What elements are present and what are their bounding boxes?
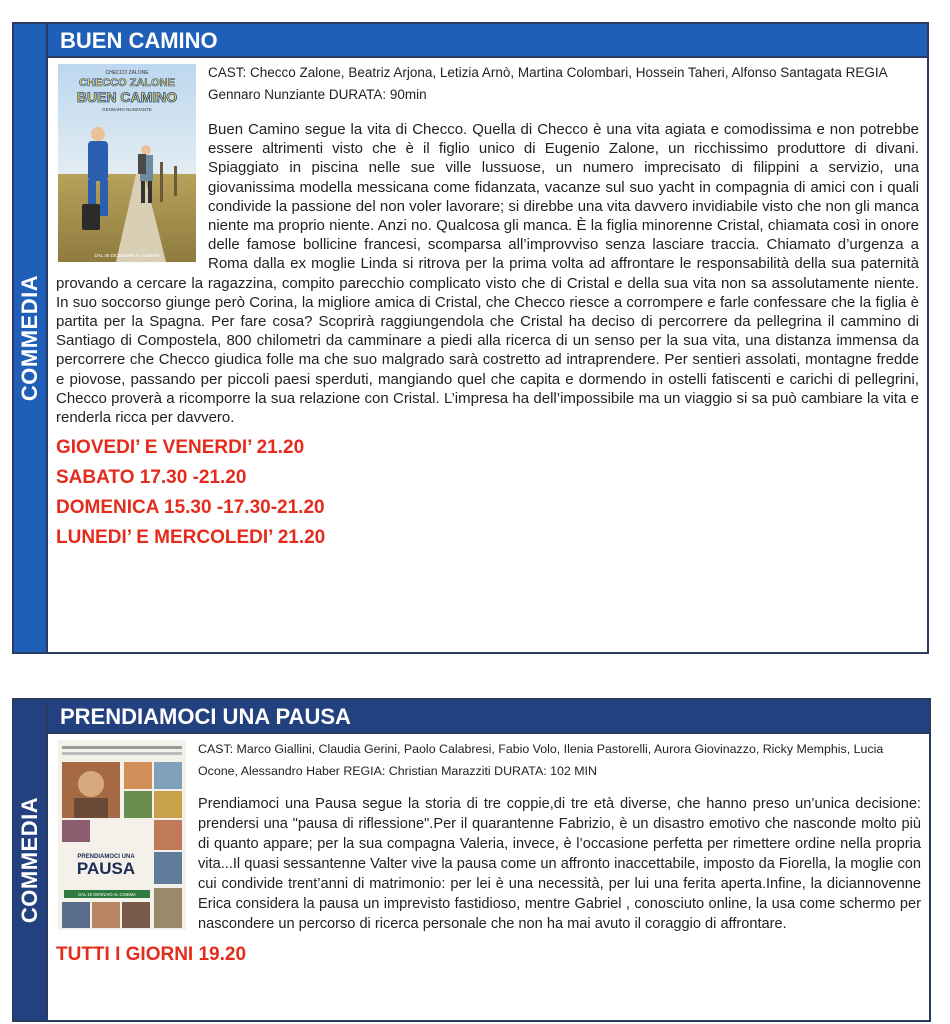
movie-details [48, 734, 929, 1020]
poster-title-line2: PAUSA [76, 859, 136, 878]
genre-label: COMMEDIA [17, 274, 42, 402]
poster-release: DAL 15 GENNAIO AL CINEMA [78, 892, 136, 897]
movie-card-prendiamoci-una-pausa [12, 698, 931, 1022]
movie-poster [58, 64, 196, 262]
cast-and-credits: CAST: Checco Zalone, Beatriz Arjona, Letizia Arnò, Martina Colombari, Hossein Taheri, Alfonso Santagata REGIA Gennaro Nunziante DURATA: 90min [208, 65, 887, 102]
genre-label: COMMEDIA [17, 796, 42, 924]
showtime: DOMENICA 15.30 -17.30-21.20 [56, 497, 325, 519]
movie-card-buen-camino [12, 22, 929, 654]
poster-release: DAL 25 DICEMBRE AL CINEMA [94, 253, 160, 258]
showtime: LUNEDI’ E MERCOLEDI’ 21.20 [56, 527, 326, 549]
movie-poster [58, 740, 186, 930]
showtimes [56, 433, 919, 553]
plot-synopsis: Prendiamoci una Pausa segue la storia di tre coppie,di tre età diverse, che hanno preso un’unica decisione: prendersi una "pausa di riflessione".Per il quarantenne Fabrizio, è un disastro emotivo che nasconde molto più di quanto appare; per la sua compagna Valeria, invece, è l’occasione perfetta per rimettere ordine nella propria vita...Il quasi sessantenne Valter vive la pausa come un affronto inaccettabile, imposto da Fiorella, la moglie con cui condivide trent’anni di matrimonio: per lei è una necessità, per lui una ferita aperta.Infine, la diciannovenne Erica considera la pausa un imprevisto fastidioso, mentre Gabriel , conosciuto online, la usa come schermo per nascondere un percorso di ricerca personale che non ha mai avuto il coraggio di affrontare. [198, 796, 921, 932]
showtime: SABATO 17.30 -21.20 [56, 467, 247, 489]
poster-director: GENNARO NUNZIANTE [102, 107, 152, 112]
showtime: GIOVEDI’ E VENERDI’ 21.20 [56, 437, 305, 459]
poster-title: BUEN CAMINO [76, 89, 178, 105]
movie-details [48, 58, 927, 652]
movie-title: BUEN CAMINO [48, 24, 927, 58]
poster-title-line1: PRENDIAMOCI UNA [77, 854, 135, 860]
plot-synopsis: Buen Camino segue la vita di Checco. Quella di Checco è una vita agiata e comodissima e non potrebbe essere altrimenti visto che è il figlio unico di Eugenio Zalone, un ricchissimo produttore di divani. Spiaggiato in piscina nelle sue ville lussuose, un numero imprecisato di filippini a servizio, una giovanissima modella messicana come fidanzata, vacanze sul suo yacht in compagnia di amici con i quali condivide la passione del non voler lavorare; si direbbe una vita davvero invidiabile visto che non gli manca niente ma proprio niente. Anzi no. Qualcosa gli manca. È la figlia minorenne Cristal, chiamata così in onore delle famose bollicine francesi, scomparsa all’improvviso senza lasciare traccia. Chiamato d’urgenza a Roma dalla ex moglie Linda si ritrova per la prima volta ad affrontare le responsabilità della sua paternità provando a cercare la ragazzina, compito parecchio complicato visto che di Cristal e della sua vita non sa assolutamente niente. In suo soccorso giunge però Corina, la migliore amica di Cristal, che Checco riesce a corrompere e farle confessare che la figlia è partita per la Spagna. Per fare cosa? Scoprirà raggiungendola che Cristal ha deciso di percorrere da pellegrina il cammino di Santiago di Compostela, 800 chilometri da camminare a piedi alla ricerca di un senso per la sua vita, una distanza immensa da percorrere che Checco giudica folle ma che suo malgrado sarà costretto ad intraprendere. Per sentieri assolati, montagne fredde e piovose, passando per piccoli paesi sperduti, mangiando quel che capita e dormendo in ostelli fatiscenti e carichi di pellegrini, Checco proverà a ricomporre la sua relazione con Cristal. L’impresa ha dell’impossibile ma un viaggio si sa può cambiare la vita e renderla ricca per davvero. [56, 121, 919, 427]
genre-sidebar [14, 700, 48, 1020]
movie-title: PRENDIAMOCI UNA PAUSA [48, 700, 929, 734]
genre-sidebar [14, 24, 48, 652]
showtimes [56, 940, 921, 970]
cast-and-credits: CAST: Marco Giallini, Claudia Gerini, Paolo Calabresi, Fabio Volo, Ilenia Pastorelli, Aurora Giovinazzo, Ricky Memphis, Lucia Ocone, Alessandro Haber REGIA: Christian Marazziti DURATA: 102 MIN [198, 742, 884, 778]
showtime: TUTTI I GIORNI 19.20 [56, 944, 247, 965]
poster-actor: CHECCO ZALONE [79, 77, 175, 89]
poster-topline: CHECCO ZALONE [105, 70, 149, 76]
